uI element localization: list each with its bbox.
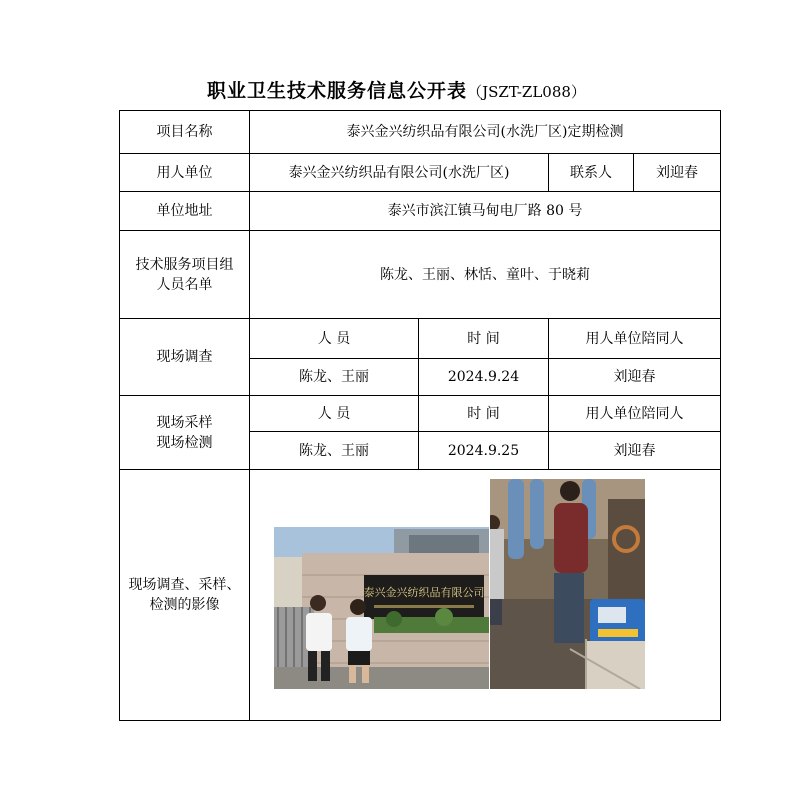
- sampling-header-people: 人 员: [250, 396, 419, 432]
- team-label-line2: 人员名单: [156, 276, 213, 293]
- sampling-label-line1: 现场采样: [156, 414, 213, 431]
- sampling-label-line2: 现场检测: [156, 434, 213, 451]
- row-project: [120, 111, 721, 154]
- photo-area: [254, 471, 716, 719]
- survey-time: 2024.9.24: [419, 359, 549, 396]
- page-title: [0, 76, 793, 103]
- title-text: 职业卫生技术服务信息公开表: [207, 80, 468, 102]
- survey-label: 现场调查: [120, 319, 250, 396]
- employer-value: 泰兴金兴纺织品有限公司(水洗厂区): [250, 154, 549, 192]
- sampling-people: 陈龙、王丽: [250, 432, 419, 470]
- sampling-photo: [490, 479, 645, 689]
- images-label-line1: 现场调查、采样、: [128, 577, 241, 593]
- row-employer: [120, 154, 721, 192]
- images-label: [120, 470, 250, 721]
- survey-header-time: 时 间: [419, 319, 549, 359]
- contact-label: 联系人: [549, 154, 634, 192]
- row-survey-header: [120, 319, 721, 359]
- contact-value: 刘迎春: [634, 154, 721, 192]
- info-table: [119, 110, 721, 721]
- row-address: [120, 192, 721, 231]
- team-label-line1: 技术服务项目组: [135, 256, 234, 273]
- sampling-companion: 刘迎春: [549, 432, 721, 470]
- survey-people: 陈龙、王丽: [250, 359, 419, 396]
- row-images: [120, 470, 721, 721]
- employer-label: 用人单位: [120, 154, 250, 192]
- team-value: 陈龙、王丽、林恬、童叶、于晓莉: [250, 231, 721, 319]
- company-sign-photo: [274, 527, 489, 689]
- address-label: 单位地址: [120, 192, 250, 231]
- images-cell: [250, 470, 721, 721]
- sampling-label: [120, 396, 250, 470]
- sign-text: 泰兴金兴纺织品有限公司: [363, 586, 485, 599]
- team-label: [120, 231, 250, 319]
- sampling-header-companion: 用人单位陪同人: [549, 396, 721, 432]
- row-sampling-header: [120, 396, 721, 432]
- row-team: [120, 231, 721, 319]
- project-value: 泰兴金兴纺织品有限公司(水洗厂区)定期检测: [250, 111, 721, 154]
- survey-header-people: 人 员: [250, 319, 419, 359]
- survey-header-companion: 用人单位陪同人: [549, 319, 721, 359]
- survey-companion: 刘迎春: [549, 359, 721, 396]
- form-code: （JSZT-ZL088）: [467, 83, 586, 101]
- images-label-line2: 检测的影像: [149, 597, 220, 613]
- sampling-time: 2024.9.25: [419, 432, 549, 470]
- address-value: 泰兴市滨江镇马甸电厂路 80 号: [250, 192, 721, 231]
- project-label: 项目名称: [120, 111, 250, 154]
- sampling-header-time: 时 间: [419, 396, 549, 432]
